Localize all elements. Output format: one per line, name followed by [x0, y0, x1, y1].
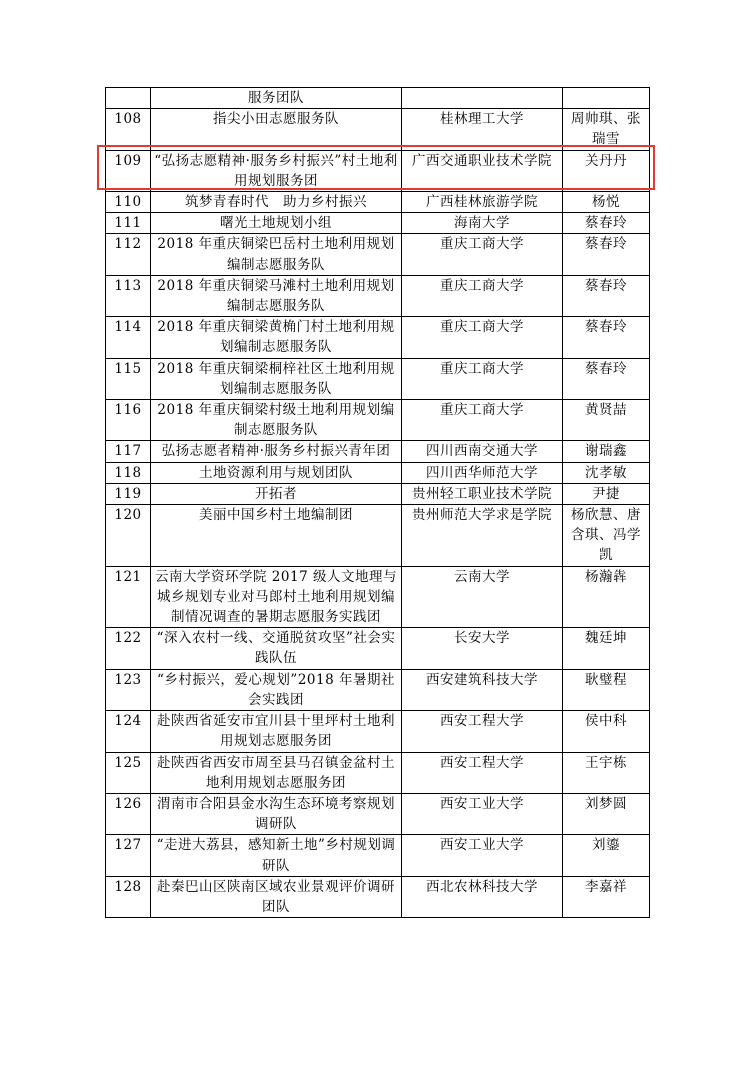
cell-team: 云南大学资环学院 2017 级人文地理与城乡规划专业对马郎村土地利用规划编制情况调查的暑期志愿服务实践团 [151, 566, 402, 628]
table-row [106, 462, 650, 483]
cell-num: 126 [106, 793, 151, 834]
table-row [106, 876, 650, 917]
cell-team: 筑梦青春时代 助力乡村振兴 [151, 192, 402, 213]
cell-school: 西安建筑科技大学 [402, 669, 563, 710]
cell-school: 广西桂林旅游学院 [402, 192, 563, 213]
cell-num: 127 [106, 835, 151, 876]
cell-people [563, 88, 650, 109]
table-row [106, 835, 650, 876]
cell-people: 刘鎏 [563, 835, 650, 876]
table-row [106, 358, 650, 399]
cell-school: 重庆工商大学 [402, 358, 563, 399]
cell-team: 2018 年重庆铜梁巴岳村土地利用规划编制志愿服务队 [151, 234, 402, 275]
cell-people: 杨欣慧、唐含琪、冯学凯 [563, 505, 650, 567]
table-row [106, 793, 650, 834]
cell-people: 蔡春玲 [563, 358, 650, 399]
cell-school: 云南大学 [402, 566, 563, 628]
table-row [106, 752, 650, 793]
cell-num: 124 [106, 711, 151, 752]
table-row [106, 711, 650, 752]
table-row [106, 192, 650, 213]
cell-people: 周帅琪、张瑞雪 [563, 109, 650, 150]
cell-num: 116 [106, 400, 151, 441]
cell-school: 桂林理工大学 [402, 109, 563, 150]
cell-school: 西北农林科技大学 [402, 876, 563, 917]
table-row [106, 213, 650, 234]
table-row [106, 628, 650, 669]
cell-team: “深入农村一线、交通脱贫攻坚”社会实践队伍 [151, 628, 402, 669]
cell-school: 重庆工商大学 [402, 275, 563, 316]
table-row [106, 566, 650, 628]
table-row [106, 109, 650, 150]
cell-team: 开拓者 [151, 483, 402, 504]
table-row [106, 234, 650, 275]
cell-school: 长安大学 [402, 628, 563, 669]
cell-school: 贵州轻工职业技术学院 [402, 483, 563, 504]
cell-num: 128 [106, 876, 151, 917]
cell-people: 王宇栋 [563, 752, 650, 793]
table-row [106, 669, 650, 710]
cell-num [106, 88, 151, 109]
table-row [106, 317, 650, 358]
cell-people: 尹捷 [563, 483, 650, 504]
cell-people: 杨瀚犇 [563, 566, 650, 628]
cell-people: 蔡春玲 [563, 213, 650, 234]
cell-people: 耿璧程 [563, 669, 650, 710]
cell-people: 蔡春玲 [563, 317, 650, 358]
cell-num: 110 [106, 192, 151, 213]
cell-team: 2018 年重庆铜梁马滩村土地利用规划编制志愿服务队 [151, 275, 402, 316]
table-row [106, 441, 650, 462]
cell-people: 李嘉祥 [563, 876, 650, 917]
cell-team: 土地资源利用与规划团队 [151, 462, 402, 483]
cell-num: 121 [106, 566, 151, 628]
cell-people: 刘梦圆 [563, 793, 650, 834]
cell-num: 111 [106, 213, 151, 234]
cell-team: 赴陕西省延安市宜川县十里坪村土地利用规划志愿服务团 [151, 711, 402, 752]
cell-people: 谢瑞鑫 [563, 441, 650, 462]
cell-team: “走进大荔县，感知新土地”乡村规划调研队 [151, 835, 402, 876]
cell-num: 112 [106, 234, 151, 275]
cell-people: 杨悦 [563, 192, 650, 213]
cell-school: 西安工业大学 [402, 793, 563, 834]
cell-people: 侯中科 [563, 711, 650, 752]
cell-team: 赴秦巴山区陕南区域农业景观评价调研团队 [151, 876, 402, 917]
cell-team: “乡村振兴，爱心规划”2018 年暑期社会实践团 [151, 669, 402, 710]
cell-num: 114 [106, 317, 151, 358]
cell-team: 美丽中国乡村土地编制团 [151, 505, 402, 567]
cell-team: 弘扬志愿者精神·服务乡村振兴青年团 [151, 441, 402, 462]
cell-school: 海南大学 [402, 213, 563, 234]
cell-school: 贵州师范大学求是学院 [402, 505, 563, 567]
roster-table [105, 87, 650, 918]
cell-people: 蔡春玲 [563, 234, 650, 275]
cell-school: 重庆工商大学 [402, 234, 563, 275]
table-row [106, 400, 650, 441]
cell-school [402, 88, 563, 109]
cell-team: 2018 年重庆铜梁村级土地利用规划编制志愿服务队 [151, 400, 402, 441]
cell-team: 曙光土地规划小组 [151, 213, 402, 234]
cell-school: 西安工程大学 [402, 752, 563, 793]
cell-people: 蔡春玲 [563, 275, 650, 316]
cell-team: 2018 年重庆铜梁桐梓社区土地利用规划编制志愿服务队 [151, 358, 402, 399]
cell-people: 黄贤喆 [563, 400, 650, 441]
cell-team: “弘扬志愿精神·服务乡村振兴”村土地利用规划服务团 [151, 150, 402, 191]
cell-num: 125 [106, 752, 151, 793]
cell-school: 广西交通职业技术学院 [402, 150, 563, 191]
cell-team: 2018 年重庆铜梁黄桷门村土地利用规划编制志愿服务队 [151, 317, 402, 358]
cell-people: 沈孝敏 [563, 462, 650, 483]
cell-team: 赴陕西省西安市周至县马召镇金盆村土地利用规划志愿服务团 [151, 752, 402, 793]
table-row [106, 275, 650, 316]
cell-school: 四川西华师范大学 [402, 462, 563, 483]
cell-team: 服务团队 [151, 88, 402, 109]
table-row [106, 505, 650, 567]
cell-num: 108 [106, 109, 151, 150]
cell-school: 西安工程大学 [402, 711, 563, 752]
cell-school: 重庆工商大学 [402, 400, 563, 441]
roster-body [106, 88, 650, 918]
cell-num: 120 [106, 505, 151, 567]
cell-num: 123 [106, 669, 151, 710]
cell-num: 109 [106, 150, 151, 191]
cell-team: 渭南市合阳县金水沟生态环境考察规划调研队 [151, 793, 402, 834]
cell-num: 115 [106, 358, 151, 399]
cell-team: 指尖小田志愿服务队 [151, 109, 402, 150]
table-row [106, 88, 650, 109]
cell-num: 118 [106, 462, 151, 483]
cell-num: 113 [106, 275, 151, 316]
cell-school: 四川西南交通大学 [402, 441, 563, 462]
cell-num: 119 [106, 483, 151, 504]
table-row [106, 150, 650, 191]
cell-num: 117 [106, 441, 151, 462]
cell-people: 关丹丹 [563, 150, 650, 191]
cell-people: 魏廷坤 [563, 628, 650, 669]
cell-num: 122 [106, 628, 151, 669]
cell-school: 西安工业大学 [402, 835, 563, 876]
table-row [106, 483, 650, 504]
cell-school: 重庆工商大学 [402, 317, 563, 358]
